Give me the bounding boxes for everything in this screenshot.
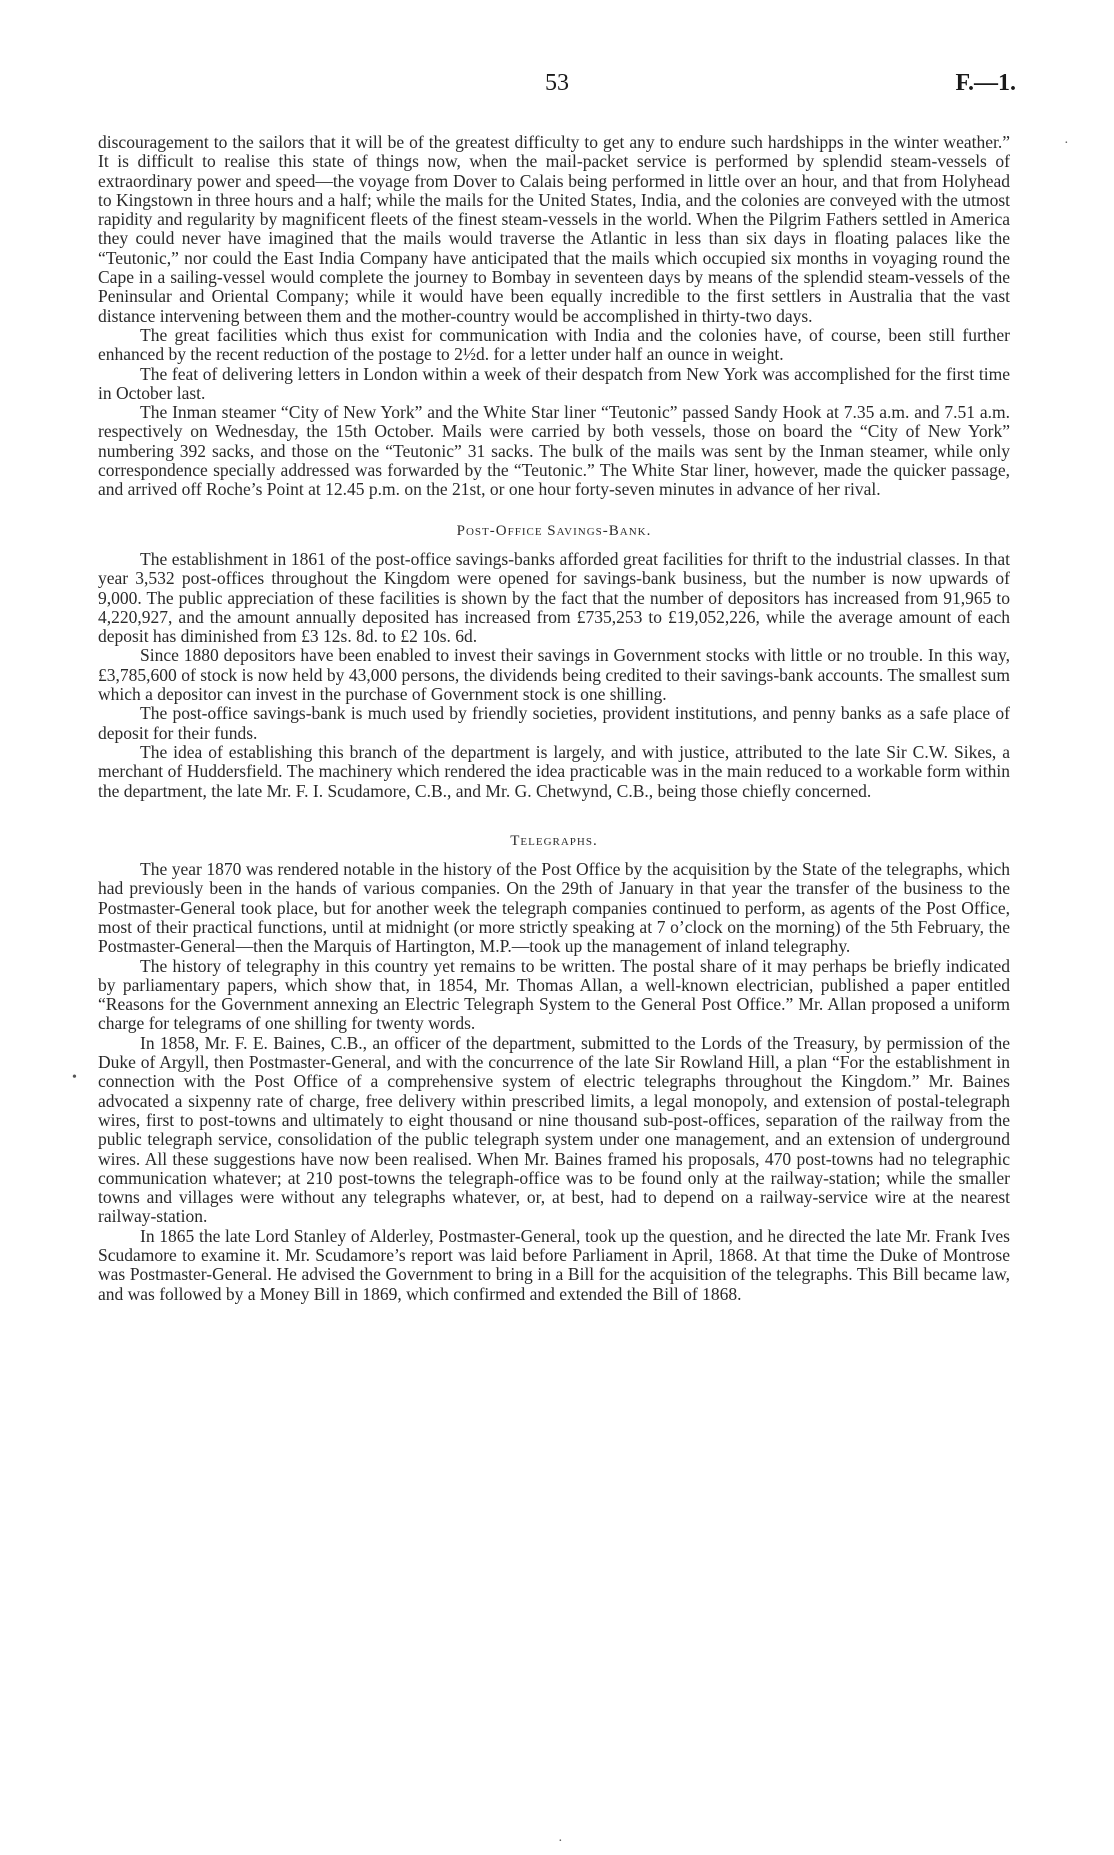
paragraph-postage-reduction: The great facilities which thus exist for communication with India and the colonies have, of course, been still further enhanced by the recent reduction of the postage to 2½d. for a letter under half an ounce in weight. — [98, 324, 1010, 365]
paragraph-baines-plan: In 1858, Mr. F. E. Baines, C.B., an officer of the department, submitted to the Lords of the Treasury, by permission of the Duke of Argyll, then Postmaster-General, and with the concurrence of the late Sir Rowland Hill, a plan “For the establishment in connection with the Post Office of a comprehensive system of electric telegraphs throughout the Kingdom.” Mr. Baines advocated a sixpenny rate of charge, free delivery within prescribed limits, a legal monopoly, and extension of postal-telegraph wires, first to post-towns and ultimately to eight thousand or nine thousand sub-post-offices, separation of the railway from the public telegraph service, consolidation of the public telegraph system under one management, and an extension of underground wires. All these suggestions have now been realised. When Mr. Baines framed his proposals, 470 post-towns had no telegraphic communication whatever; at 210 post-towns the telegraph-office was to be found only at the railway-station; while the smaller towns and villages were without any telegraphs whatever, or, at best, had to depend on a railway-service wire at the nearest railway-station. — [98, 1032, 1010, 1227]
body-text — [98, 133, 1010, 1304]
paragraph-friendly-societies: The post-office savings-bank is much used by friendly societies, provident institutions, and penny banks as a safe place of deposit for their funds. — [98, 703, 1010, 743]
page-number: 53 — [545, 70, 569, 96]
document-reference: F.—1. — [955, 70, 1016, 96]
paragraph-sikes-idea: The idea of establishing this branch of the department is largely, and with justice, attributed to the late Sir C.W. Sikes, a merchant of Huddersfield. The machinery which rendered the idea practicable was in the main reduced to a workable form within the department, the late Mr. F. I. Scudamore, C.B., and Mr. G. Chetwynd, C.B., being those chiefly concerned. — [98, 741, 1010, 801]
section-heading-telegraphs: Telegraphs. — [510, 832, 598, 849]
section-heading-savings-bank: Post-Office Savings-Bank. — [456, 522, 652, 539]
margin-dot: · — [558, 1834, 563, 1849]
paragraph-telegraph-acquisition: The year 1870 was rendered notable in the history of the Post Office by the acquisition by the State of the telegraphs, which had previously been in the hands of various companies. On the 29th of January in that year the transfer of the business to the Postmaster-General took place, but for another week the telegraph companies continued to perform, as agents of the Post Office, most of their practical functions, until at midnight (or more strictly speaking at 7 o’clock on the morning) of the 5th February, the Postmaster-General—then the Marquis of Hartington, M.P.—took up the management of inland telegraphy. — [98, 859, 1010, 957]
paragraph-telegraphy-history: The history of telegraphy in this country yet remains to be written. The postal share of it may perhaps be briefly indicated by parliamentary papers, which show that, in 1854, Mr. Thomas Allan, a well-known electrician, published a paper entitled “Reasons for the Government annexing an Electric Telegraph System to the General Post Office.” Mr. Allan proposed a uniform charge for telegrams of one shilling for twenty words. — [98, 955, 1010, 1034]
paragraph-inman-teutonic: The Inman steamer “City of New York” and the White Star liner “Teutonic” passed Sandy Hook at 7.35 a.m. and 7.51 a.m. respectively on Wednesday, the 15th October. Mails were carried by both vessels, those on board the “City of New York” numbering 392 sacks, and those on the “Teutonic” 31 sacks. The bulk of the mails was sent by the Inman steamer, while only correspondence specially addressed was forwarded by the “Teutonic.” The White Star liner, however, made the quicker passage, and arrived off Roche’s Point at 12.45 p.m. on the 21st, or one hour forty-seven minutes in advance of her rival. — [98, 402, 1010, 500]
paragraph-mail-packet: discouragement to the sailors that it will be of the greatest difficulty to get any to endure such hardshipps in the winter weather.” It is difficult to realise this state of things now, when the mail-packet service is performed by splendid steam-vessels of extraordinary power and speed—the voyage from Dover to Calais being performed in little over an hour, and that from Holyhead to Kingstown in three hours and a half; while the mails for the United States, India, and the colonies are conveyed with the utmost rapidity and regularity by magnificent fleets of the finest steam-vessels in the world. When the Pilgrim Fathers settled in America they could never have imagined that the mails would traverse the Atlantic in less than six days in floating palaces like the “Teutonic,” nor could the East India Company have anticipated that the mails which occupied six months in voyaging round the Cape in a sailing-vessel would complete the journey to Bombay in seventeen days by means of the splendid steam-vessels of the Peninsular and Oriental Company; while it would have been equally incredible to the first settlers in Australia that the vast distance intervening between them and the mother-country would be accomplished in thirty-two days. — [98, 132, 1010, 326]
paragraph-london-delivery: The feat of delivering letters in London within a week of their despatch from New York was accomplished for the first time in October last. — [98, 363, 1010, 403]
margin-dot: • — [72, 1070, 77, 1085]
margin-dot: · — [1064, 136, 1069, 151]
paragraph-stanley-scudamore: In 1865 the late Lord Stanley of Alderley, Postmaster-General, took up the question, and he directed the late Mr. Frank Ives Scudamore to examine it. Mr. Scudamore’s report was laid before Parliament in April, 1868. At that time the Duke of Montrose was Postmaster-General. He advised the Government to bring in a Bill for the acquisition of the telegraphs. This Bill became law, and was followed by a Money Bill in 1869, which confirmed and extended the Bill of 1868. — [98, 1225, 1010, 1304]
paragraph-government-stocks: Since 1880 depositors have been enabled to invest their savings in Government stocks with little or no trouble. In this way, £3,785,600 of stock is now held by 43,000 persons, the dividends being credited to their savings-bank accounts. The smallest sum which a depositor can invest in the purchase of Government stock is one shilling. — [98, 645, 1010, 705]
paragraph-savings-establishment: The establishment in 1861 of the post-office savings-banks afforded great facilities for thrift to the industrial classes. In that year 3,532 post-offices throughout the Kingdom were opened for savings-bank business, but the number is now upwards of 9,000. The public appreciation of these facilities is shown by the fact that the number of depositors has increased from 91,965 to 4,220,927, and the amount annually deposited has increased from £735,253 to £19,052,226, while the average amount of each deposit has diminished from £3 12s. 8d. to £2 10s. 6d. — [98, 548, 1010, 647]
